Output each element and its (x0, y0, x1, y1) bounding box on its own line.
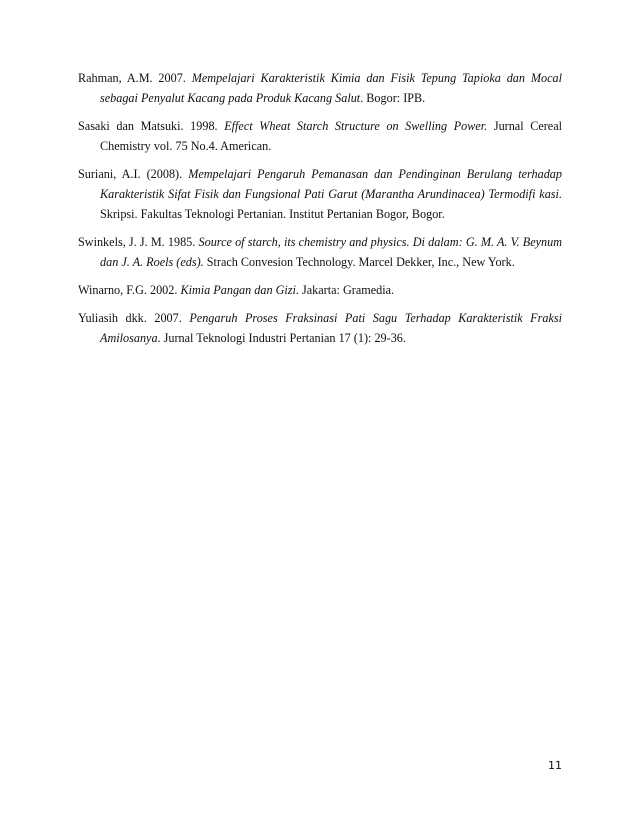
reference-source: . Jurnal Teknologi Industri Pertanian 17 (1): 29-36. (157, 331, 406, 345)
reference-source: Skripsi. Fakultas Teknologi Pertanian. Institut Pertanian Bogor, Bogor. (100, 207, 445, 221)
reference-entry (78, 116, 562, 156)
reference-author-year: Rahman, A.M. 2007. (78, 71, 192, 85)
reference-title: Mempelajari Pengaruh Pemanasan dan Pendinginan Berulang terhadap Karakteristik Sifat Fisik dan Fungsional Pati Garut (Marantha Arundinacea) Termodifi kasi. (100, 167, 562, 201)
reference-author-year: Yuliasih dkk. 2007. (78, 311, 190, 325)
reference-source: Strach Convesion Technology. Marcel Dekker, Inc., New York. (203, 255, 515, 269)
reference-source: . Bogor: IPB. (360, 91, 426, 105)
reference-title: Effect Wheat Starch Structure on Swelling Power. (224, 119, 488, 133)
reference-author-year: Winarno, F.G. 2002. (78, 283, 181, 297)
reference-title: Source of starch, its chemistry and physics. Di dalam: G. M. A. V. Beynum dan J. A. Roels (eds). (100, 235, 562, 269)
reference-source: . Jakarta: Gramedia. (295, 283, 395, 297)
reference-title: Kimia Pangan dan Gizi (180, 283, 296, 297)
reference-entry (78, 308, 562, 348)
reference-author-year: Swinkels, J. J. M. 1985. (78, 235, 199, 249)
reference-entry (78, 232, 562, 272)
reference-source: Jurnal Cereal Chemistry vol. 75 No.4. American. (100, 119, 562, 153)
reference-entry (78, 164, 562, 224)
reference-author-year: Suriani, A.I. (2008). (78, 167, 189, 181)
reference-author-year: Sasaki dan Matsuki. 1998. (78, 119, 225, 133)
page-number: 11 (548, 759, 562, 772)
reference-list (78, 68, 562, 356)
reference-entry (78, 280, 562, 300)
reference-title: Pengaruh Proses Fraksinasi Pati Sagu Terhadap Karakteristik Fraksi Amilosanya (100, 311, 562, 345)
reference-title: Mempelajari Karakteristik Kimia dan Fisik Tepung Tapioka dan Mocal sebagai Penyalut Kacang pada Produk Kacang Salut (100, 71, 562, 105)
reference-entry (78, 68, 562, 108)
